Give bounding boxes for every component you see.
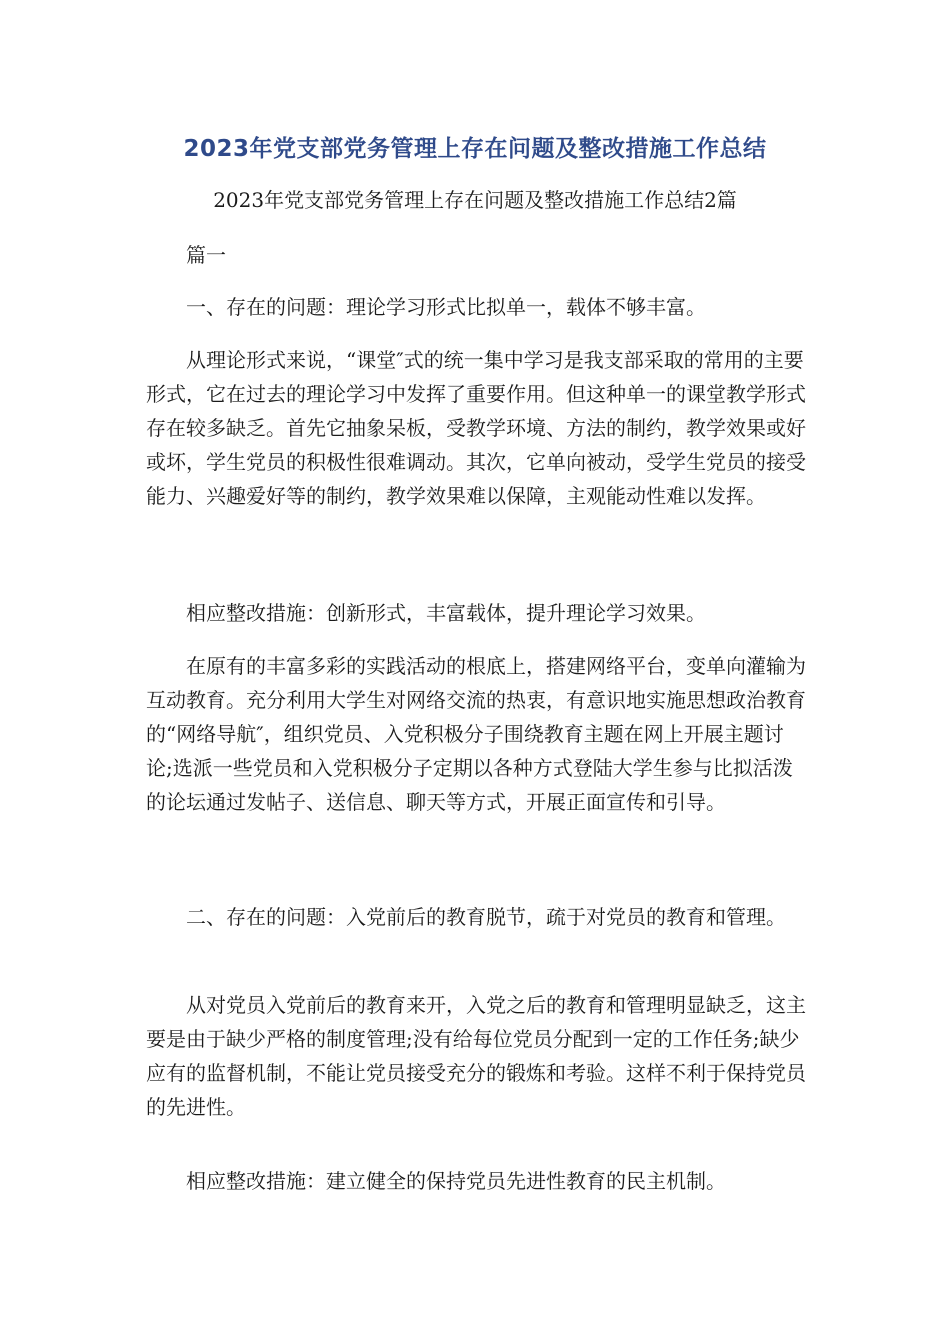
paragraph-text: 相应整改措施：建立健全的保持党员先进性教育的民主机制。	[186, 1169, 726, 1193]
document-subtitle: 2023年党支部党务管理上存在问题及整改措施工作总结2篇	[213, 188, 737, 212]
paragraph-text: 从对党员入党前后的教育来开，入党之后的教育和管理明显缺乏，这主要是由于缺少严格的制度管理;没有给每位党员分配到一定的工作任务;缺少应有的监督机制，不能让党员接受充分的锻炼和考验。这样不利于保持党员的先进性。	[146, 993, 806, 1119]
paragraph-problem-2-detail	[146, 988, 806, 1124]
paragraph-text: 在原有的丰富多彩的实践活动的根底上，搭建网络平台，变单向灌输为互动教育。充分利用大学生对网络交流的热衷，有意识地实施思想政治教育的“网络导航″，组织党员、入党积极分子围绕教育主题在网上开展主题讨论;选派一些党员和入党积极分子定期以各种方式登陆大学生参与比拟活泼的论坛通过发帖子、送信息、聊天等方式，开展正面宣传和引导。	[146, 654, 806, 814]
paragraph-text: 二、存在的问题：入党前后的教育脱节，疏于对党员的教育和管理。	[186, 905, 786, 929]
paragraph-measure-1-heading	[146, 596, 806, 630]
paragraph-text: 相应整改措施：创新形式，丰富载体，提升理论学习效果。	[186, 601, 706, 625]
paragraph-measure-2-heading	[146, 1164, 806, 1198]
document-title: 2023年党支部党务管理上存在问题及整改措施工作总结	[183, 136, 767, 162]
paragraph-problem-2-heading	[146, 900, 806, 934]
paragraph-text: 从理论形式来说，“课堂″式的统一集中学习是我支部采取的常用的主要形式，它在过去的理论学习中发挥了重要作用。但这种单一的课堂教学形式存在较多缺乏。首先它抽象呆板，受教学环境、方法的制约，教学效果或好或坏，学生党员的积极性很难调动。其次，它单向被动，受学生党员的接受能力、兴趣爱好等的制约，教学效果难以保障，主观能动性难以发挥。	[146, 348, 806, 508]
paragraph-problem-1-detail	[146, 343, 806, 513]
paragraph-measure-1-detail	[146, 649, 806, 819]
paragraph-section-label	[146, 238, 806, 272]
paragraph-text: 篇一	[186, 243, 226, 267]
paragraph-text: 一、存在的问题：理论学习形式比拟单一，载体不够丰富。	[186, 295, 706, 319]
paragraph-problem-1-heading	[146, 290, 806, 324]
